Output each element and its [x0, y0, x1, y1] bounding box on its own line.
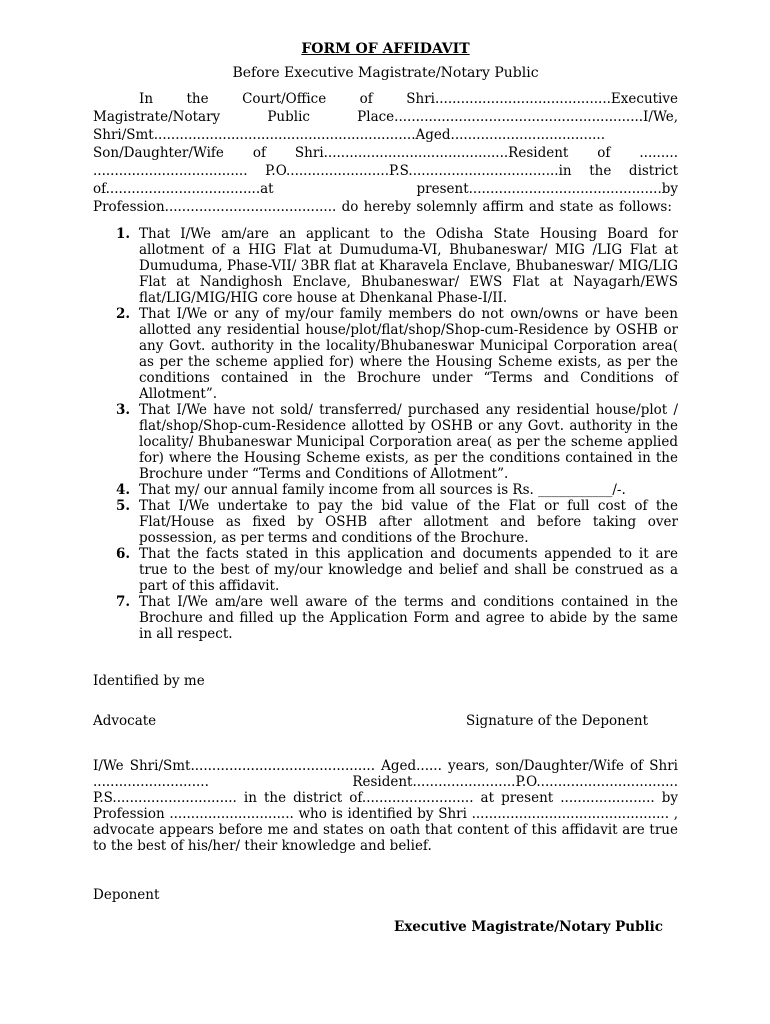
deponent-label: Deponent — [93, 887, 160, 903]
closing-paragraph: I/We Shri/Smt........................................... Aged...... years, son/Daughter/Wife of Shri ........................... Resident........................P.O................................. P.S............................. in the district of.......................... at present ...................... by Profession ............................. who is identified by Shri .............................................. , advocate appears before me and states on oath that content of this affidavit are true to the best of his/her/ their knowledge and belief. — [93, 758, 678, 854]
clause-item: That I/We have not sold/ transferred/ purchased any residential house/plot / flat/shop/Shop-cum-Residence allotted by OSHB or any Govt. authority in the locality/ Bhubaneswar Municipal Corporation area( as per the scheme applied for) where the Housing Scheme exists, as per the conditions contained in the Brochure under “Terms and Conditions of Allotment”. — [139, 402, 678, 482]
advocate-label: Advocate — [93, 713, 157, 729]
form-title: FORM OF AFFIDAVIT — [301, 41, 470, 57]
clause-item: That my/ our annual family income from all sources is Rs. ___________/-. — [139, 482, 626, 498]
magistrate-label: Executive Magistrate/Notary Public — [393, 919, 663, 935]
clause-item: That I/We undertake to pay the bid value of the Flat or full cost of the Flat/House as fixed by OSHB after allotment and before taking over possession, as per terms and conditions of the Brochure. — [139, 498, 678, 546]
clause-item: That I/We or any of my/our family members do not own/owns or have been allotted any residential house/plot/flat/shop/Shop-cum-Residence by OSHB or any Govt. authority in the locality/Bhubaneswar Municipal Corporation area( as per the scheme applied for) where the Housing Scheme exists, as per the conditions contained in the Brochure under “Terms and Conditions of Allotment”. — [139, 306, 678, 402]
signature-row — [93, 712, 678, 730]
identified-by-label: Identified by me — [93, 673, 205, 689]
affidavit-page — [93, 40, 678, 936]
intro-paragraph: In the Court/Office of Shri.........................................Executive Magistrate/Notary Public Place..........................................................I/We, Shri/Smt.............................................................Aged.................................... Son/Daughter/Wife of Shri...........................................Resident of ......... .................................... P.O........................P.S...................................in the district of....................................at present.............................................by Profession........................................ do hereby solemnly affirm and state as follows: — [93, 91, 678, 215]
clause-item: That the facts stated in this application and documents appended to it are true to the best of my/our knowledge and belief and shall be construed as a part of this affidavit. — [139, 546, 678, 594]
form-subtitle: Before Executive Magistrate/Notary Public — [232, 65, 539, 81]
clause-list — [93, 226, 678, 642]
deponent-signature-label: Signature of the Deponent — [465, 713, 648, 729]
clause-item: That I/We am/are an applicant to the Odisha State Housing Board for allotment of a HIG Flat at Dumuduma-VI, Bhubaneswar/ MIG /LIG Flat at Dumuduma, Phase-VII/ 3BR flat at Kharavela Enclave, Bhubaneswar/ MIG/LIG Flat at Nandighosh Enclave, Bhubaneswar/ EWS Flat at Nayagarh/EWS flat/LIG/MIG/HIG core house at Dhenkanal Phase-I/II. — [139, 226, 678, 306]
clause-item: That I/We am/are well aware of the terms and conditions contained in the Brochure and filled up the Application Form and agree to abide by the same in all respect. — [139, 594, 678, 642]
